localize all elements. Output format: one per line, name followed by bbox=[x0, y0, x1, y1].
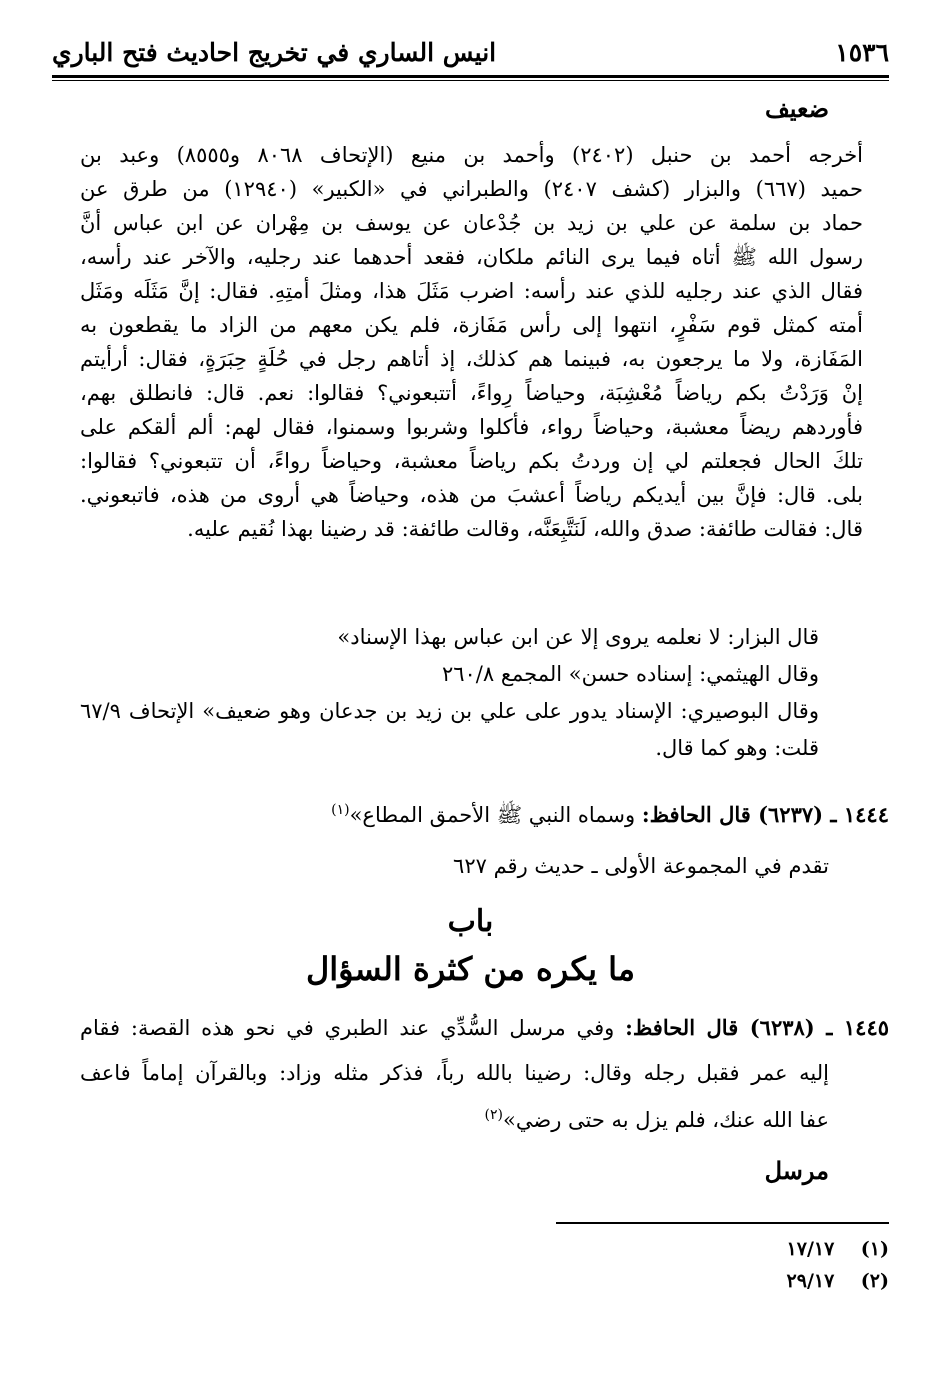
entry-1445-continued bbox=[80, 1052, 829, 1136]
commentary-block bbox=[80, 619, 819, 767]
entry-text: وفي مرسل السُّدِّي عند الطبري في نحو هذه القصة: فقام bbox=[80, 1016, 615, 1040]
footnote-text: ١٧/١٧ bbox=[786, 1238, 835, 1260]
footnote-text: ٢٩/١٧ bbox=[786, 1270, 835, 1292]
entry-1445-line: إليه عمر فقبل رجله وقال: رضينا بالله رباً، فذكر مثله وزاد: وبالقرآن إماماً فاعف bbox=[80, 1061, 829, 1085]
running-header bbox=[52, 28, 889, 76]
paragraph-line: تلكَ الحال فجعلتم لي إن وردتُ بكم رياضاً معشبة، وحياضاً رواءً، أن تتبعوني؟ فقالوا: bbox=[80, 449, 863, 473]
paragraph-line: أخرجه أحمد بن حنبل (٢٤٠٢) وأحمد بن منيع (الإتحاف ٨٠٦٨ و٨٥٥٥) وعبد بن bbox=[80, 143, 863, 167]
paragraph-line: رسول الله ﷺ أتاه فيما يرى النائم ملكان، فقعد أحدهما عند رجليه، والآخر عند رأسه، bbox=[80, 245, 863, 269]
footnote-rule bbox=[556, 1222, 889, 1224]
entry-1445 bbox=[80, 1008, 889, 1048]
commentary-line: قال البزار: لا نعلمه يروى إلا عن ابن عباس بهذا الإسناد» bbox=[337, 625, 819, 649]
footnote-marker: (١) bbox=[860, 1238, 889, 1260]
chapter-title: ما يكره من كثرة السؤال bbox=[305, 950, 636, 988]
header-rule bbox=[52, 75, 889, 78]
paragraph-line: إنْ وَرَدْتُ بكم رياضاً مُعْشِبَة، وحياضاً رِواءً، أتتبعوني؟ فقالوا: نعم. قال: فانطلق بهم، bbox=[80, 381, 863, 405]
commentary-line: وقال الهيثمي: إسناده حسن» المجمع ٢٦٠/٨ bbox=[441, 662, 819, 686]
header-rule-thin bbox=[52, 80, 889, 81]
commentary-line: وقال البوصيري: الإسناد يدور على علي بن زيد بن جدعان وهو ضعيف» الإتحاف ٦٧/٩ bbox=[80, 699, 819, 723]
footnote-ref: (٢) bbox=[484, 1107, 504, 1123]
entry-1445-line bbox=[80, 1094, 829, 1136]
footnote-ref: (١) bbox=[331, 802, 350, 818]
takhrij-paragraph bbox=[80, 138, 863, 546]
paragraph-line: فأوردهم ريضاً معشبة، وحياضاً رواء، فأكلوا وشربوا وسمنوا، فقال لهم: ألم ألقكم على bbox=[80, 415, 863, 439]
footnote-marker: (٢) bbox=[860, 1270, 889, 1292]
book-title: انيس الساري في تخريج احاديث فتح الباري bbox=[52, 37, 497, 67]
entry-1444-note bbox=[80, 846, 829, 886]
entry-1444-line bbox=[80, 790, 889, 830]
paragraph-line: المَفَازة، ولا ما يرجعون به، فبينما هم كذلك، إذ أتاهم رجل في حُلَةٍ حِبَرَةٍ، فقال: أرأيتم bbox=[80, 347, 863, 371]
paragraph-line: أمته كمثل قوم سَفْرٍ، انتهوا إلى رأس مَفَازة، فلم يكن معهم من الزاد ما يقطعون به bbox=[80, 313, 863, 337]
chapter-bab: باب bbox=[447, 904, 494, 939]
entry-1444 bbox=[80, 790, 889, 830]
footnote-item bbox=[787, 1238, 889, 1260]
entry-note-line: تقدم في المجموعة الأولى ـ حديث رقم ٦٢٧ bbox=[453, 854, 829, 878]
entry-1445-line bbox=[80, 1008, 889, 1048]
paragraph-line: حميد (٦٦٧) والبزار (كشف ٢٤٠٧) والطبراني في «الكبير» (١٢٩٤٠) من طرق عن bbox=[80, 177, 863, 201]
footnote-item bbox=[787, 1270, 889, 1292]
paragraph-line: بلى. قال: فإنَّ بين أيديكم رياضاً أعشبَ من هذه، وحياضاً هي أروى من هذه، فاتبعوني. bbox=[80, 483, 863, 507]
grade-heading-mursal: مرسل bbox=[764, 1156, 829, 1185]
entry-text: عفا الله عنك، فلم يزل به حتى رضي» bbox=[503, 1108, 829, 1132]
entry-number-label: ١٤٤٥ ـ (٦٢٣٨) قال الحافظ: bbox=[625, 1015, 889, 1040]
paragraph-line: قال: فقالت طائفة: صدق والله، لَنَتَّبِعَنَّه، وقالت طائفة: قد رضينا بهذا نُقيم عليه. bbox=[187, 517, 863, 541]
paragraph-line: حماد بن سلمة عن علي بن زيد بن جُدْعان عن يوسف بن مِهْران عن ابن عباس أنَّ bbox=[80, 211, 863, 235]
entry-number-label: ١٤٤٤ ـ (٦٢٣٧) قال الحافظ: bbox=[641, 802, 889, 827]
paragraph-line: فقال الذي عند رجليه للذي عند رأسه: اضرب مَثَلَ هذا، ومثلَ أمتِهِ. فقال: إنَّ مَثَلَه ومَثَل bbox=[80, 279, 863, 303]
commentary-line: قلت: وهو كما قال. bbox=[655, 736, 819, 760]
page-number: ١٥٣٦ bbox=[835, 37, 889, 67]
grade-heading-weak: ضعيف bbox=[764, 94, 829, 123]
entry-text: وسماه النبي ﷺ الأحمق المطاع» bbox=[349, 803, 636, 827]
